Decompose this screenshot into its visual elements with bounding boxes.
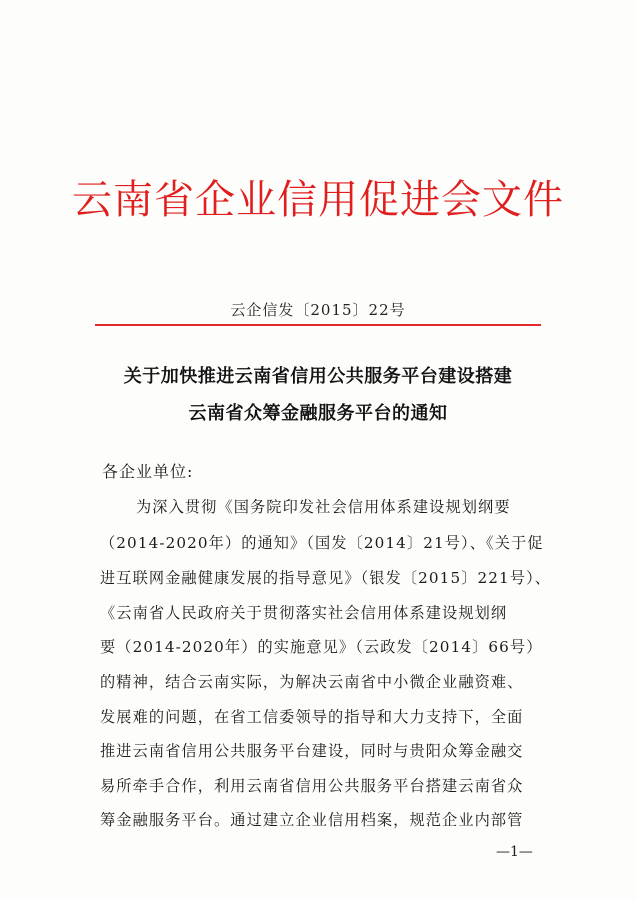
letterhead-title: 云南省企业信用促进会文件: [72, 177, 564, 223]
page-number: —1—: [496, 844, 533, 860]
document-number: 云企信发〔2015〕22号: [230, 301, 406, 319]
red-separator-line: [95, 324, 541, 326]
body-line-1: 为深入贯彻《国务院印发社会信用体系建设规划纲要: [136, 498, 511, 516]
body-line-6: 的精神，结合云南实际，为解决云南省中小微企业融资难、: [100, 673, 524, 691]
notice-title-line-2: 云南省众筹金融服务平台的通知: [188, 403, 448, 424]
body-line-9: 易所牵手合作，利用云南省信用公共服务平台搭建云南省众: [100, 777, 524, 795]
body-line-3: 进互联网金融健康发展的指导意见》（银发〔2015〕221号）、: [100, 569, 552, 587]
body-line-10: 筹金融服务平台。通过建立企业信用档案，规范企业内部管: [100, 811, 524, 829]
body-line-5: 要（2014-2020年）的实施意见》（云政发〔2014〕66号）: [100, 638, 543, 656]
notice-title-line-1: 关于加快推进云南省信用公共服务平台建设搭建: [123, 366, 513, 387]
salutation: 各企业单位:: [102, 462, 194, 481]
body-line-2: （2014-2020年）的通知》（国发〔2014〕21号）、《关于促: [100, 534, 544, 552]
body-line-7: 发展难的问题，在省工信委领导的指导和大力支持下，全面: [100, 708, 524, 726]
body-line-4: 《云南省人民政府关于贯彻落实社会信用体系建设规划纲: [100, 604, 508, 622]
body-line-8: 推进云南省信用公共服务平台建设，同时与贵阳众筹金融交: [100, 742, 524, 760]
